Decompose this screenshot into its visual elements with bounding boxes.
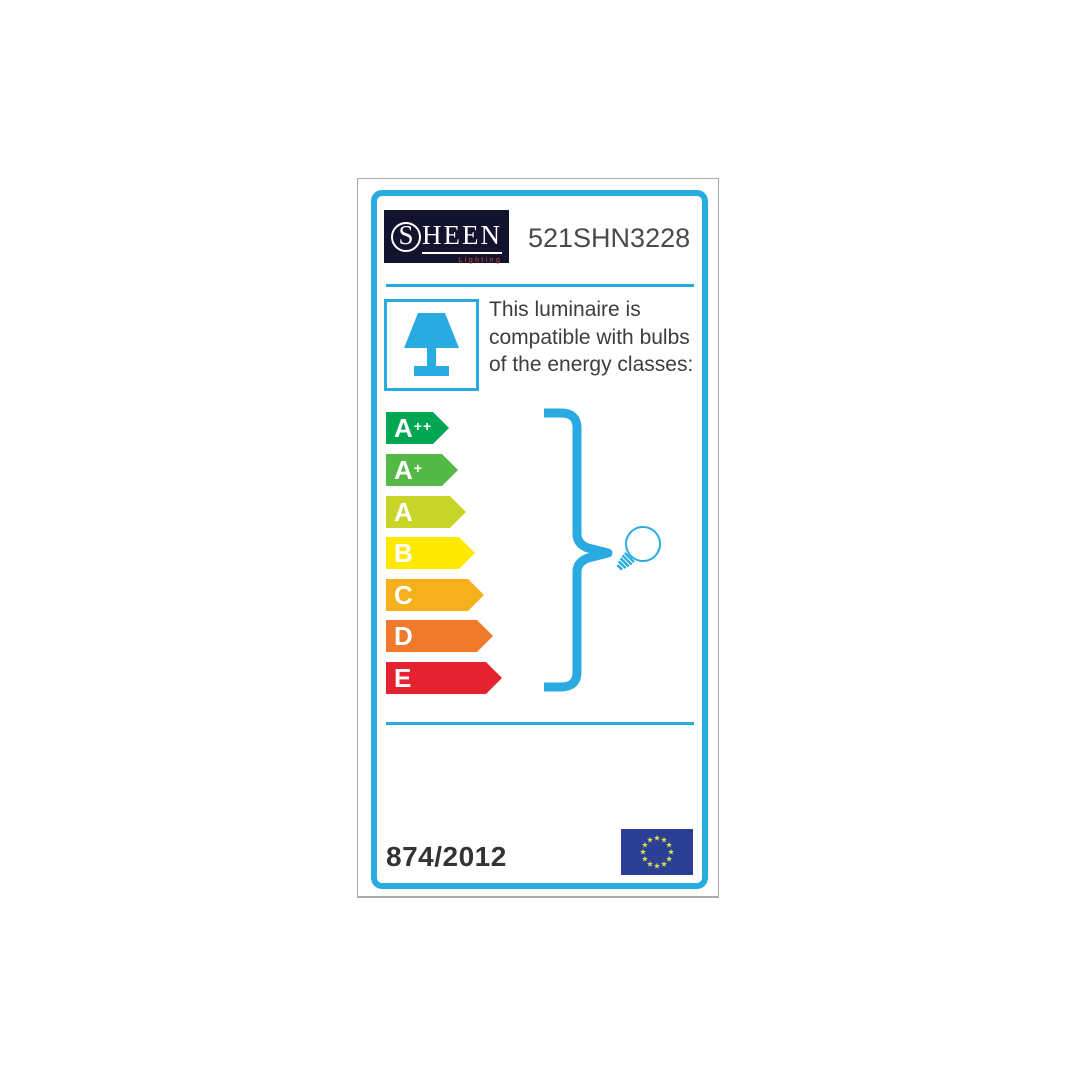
brand-name: HEEN bbox=[422, 220, 502, 254]
energy-class-arrow-e bbox=[386, 662, 502, 694]
class-letter: A bbox=[394, 455, 413, 485]
luminaire-pictogram-box bbox=[384, 299, 479, 391]
arrow-tip bbox=[442, 454, 458, 486]
class-letter: A bbox=[394, 497, 413, 527]
energy-class-arrow-c bbox=[386, 579, 484, 611]
energy-class-arrow-a bbox=[386, 496, 466, 528]
eu-flag bbox=[621, 829, 693, 875]
light-bulb-icon bbox=[613, 522, 693, 584]
class-letter: C bbox=[394, 580, 413, 610]
energy-class-arrow-a-plus bbox=[386, 454, 458, 486]
compatibility-line-3: of the energy classes: bbox=[489, 353, 694, 376]
compatibility-line-1: This luminaire is bbox=[489, 298, 641, 321]
energy-class-arrow-d bbox=[386, 620, 493, 652]
compatibility-line-2: compatible with bulbs bbox=[489, 325, 690, 349]
compatibility-text bbox=[489, 296, 693, 379]
arrow-tip bbox=[468, 579, 484, 611]
arrow-tip bbox=[477, 620, 493, 652]
energy-class-arrow-b bbox=[386, 537, 475, 569]
class-letter: B bbox=[394, 538, 413, 568]
brand-logo bbox=[384, 210, 509, 263]
arrow-tip bbox=[459, 537, 475, 569]
energy-label bbox=[357, 178, 719, 898]
arrow-tip bbox=[486, 662, 502, 694]
arrow-tip bbox=[433, 412, 449, 444]
class-letter: A bbox=[394, 413, 413, 443]
brand-tagline: Lighting bbox=[458, 256, 502, 264]
curly-brace bbox=[541, 407, 616, 697]
class-superscript: ++ bbox=[413, 418, 433, 434]
brand-initial: S bbox=[391, 222, 421, 252]
bottom-divider bbox=[386, 722, 694, 725]
arrow-tip bbox=[450, 496, 466, 528]
top-divider bbox=[386, 284, 694, 287]
class-superscript: + bbox=[413, 460, 423, 476]
regulation-number: 874/2012 bbox=[386, 841, 507, 872]
model-number: 521SHN3228 bbox=[528, 223, 691, 253]
energy-class-arrow-a-plus-plus bbox=[386, 412, 449, 444]
table-lamp-icon bbox=[387, 302, 476, 388]
class-letter: D bbox=[394, 621, 413, 651]
brand-logo-text bbox=[391, 219, 502, 264]
class-letter: E bbox=[394, 663, 412, 693]
